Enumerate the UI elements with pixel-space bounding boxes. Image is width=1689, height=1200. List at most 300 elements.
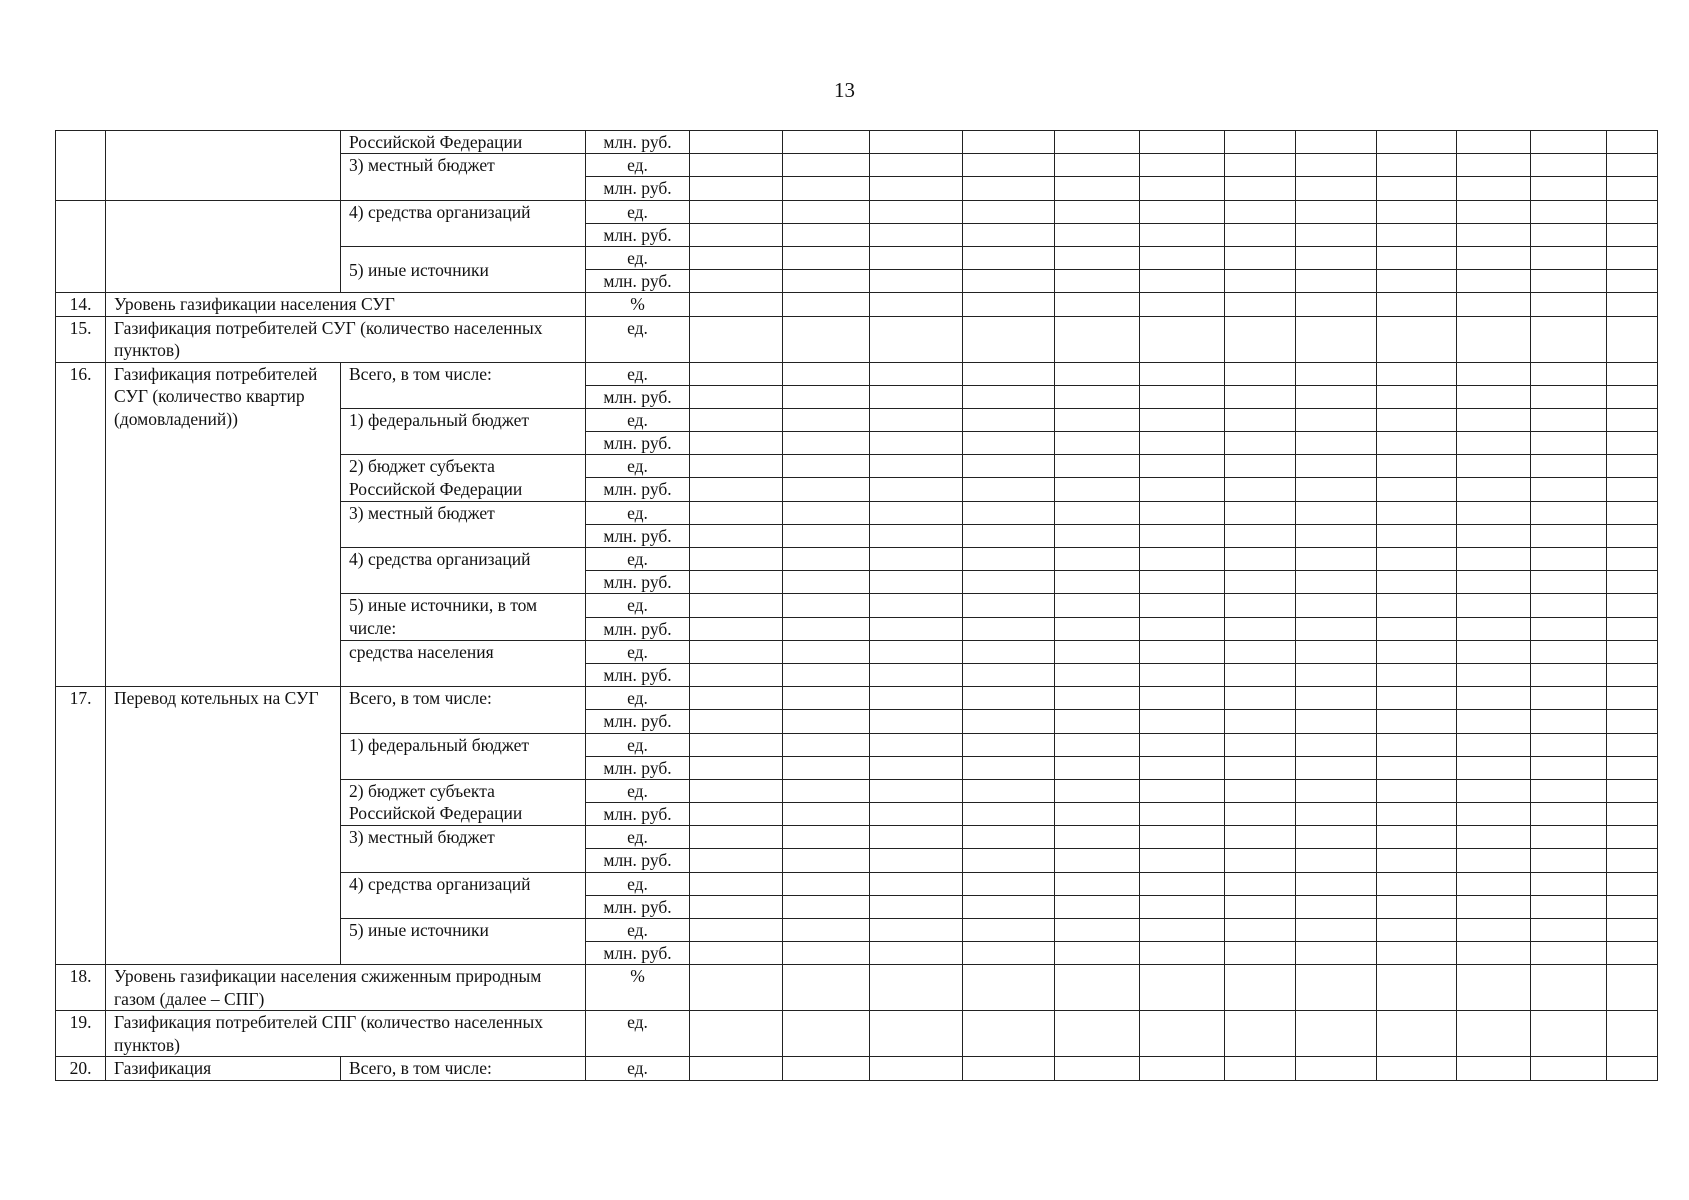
value-cell bbox=[783, 524, 870, 547]
label-cell: Всего, в том числе: bbox=[341, 687, 586, 733]
value-cell bbox=[1225, 571, 1296, 594]
value-cell bbox=[1296, 316, 1377, 362]
value-cell bbox=[690, 849, 783, 872]
label-cell: 3) местный бюджет bbox=[341, 501, 586, 547]
value-cell bbox=[1140, 919, 1225, 942]
value-cell bbox=[1055, 408, 1140, 431]
value-cell bbox=[690, 316, 783, 362]
value-cell bbox=[1140, 849, 1225, 872]
value-cell bbox=[690, 432, 783, 455]
value-cell bbox=[1531, 640, 1607, 663]
table-row bbox=[56, 200, 1658, 223]
value-cell bbox=[783, 803, 870, 826]
value-cell bbox=[1225, 501, 1296, 524]
value-cell bbox=[963, 849, 1055, 872]
value-cell bbox=[783, 246, 870, 269]
value-cell bbox=[1140, 872, 1225, 895]
value-cell bbox=[1607, 548, 1658, 571]
value-cell bbox=[783, 895, 870, 918]
value-cell bbox=[783, 779, 870, 802]
value-cell bbox=[1531, 756, 1607, 779]
value-cell bbox=[1140, 710, 1225, 733]
value-cell bbox=[1055, 548, 1140, 571]
row-number-cell: 17. bbox=[56, 687, 106, 965]
value-cell bbox=[1055, 524, 1140, 547]
value-cell bbox=[963, 895, 1055, 918]
value-cell bbox=[1607, 177, 1658, 200]
value-cell bbox=[1607, 408, 1658, 431]
label-cell: средства населения bbox=[341, 640, 586, 686]
value-cell bbox=[783, 385, 870, 408]
value-cell bbox=[1225, 942, 1296, 965]
value-cell bbox=[1531, 617, 1607, 640]
value-cell bbox=[1055, 617, 1140, 640]
value-cell bbox=[1457, 316, 1531, 362]
value-cell bbox=[870, 872, 963, 895]
value-cell bbox=[870, 710, 963, 733]
value-cell bbox=[1377, 548, 1457, 571]
value-cell bbox=[1296, 501, 1377, 524]
value-cell bbox=[963, 154, 1055, 177]
value-cell bbox=[1055, 872, 1140, 895]
unit-cell: ед. bbox=[586, 687, 690, 710]
value-cell bbox=[1055, 710, 1140, 733]
unit-cell: млн. руб. bbox=[586, 942, 690, 965]
value-cell bbox=[1457, 571, 1531, 594]
value-cell bbox=[1140, 779, 1225, 802]
value-cell bbox=[1225, 293, 1296, 316]
value-cell bbox=[690, 895, 783, 918]
value-cell bbox=[690, 270, 783, 293]
row-number-cell: 14. bbox=[56, 293, 106, 316]
value-cell bbox=[1377, 965, 1457, 1011]
label-cell: 2) бюджет субъекта Российской Федерации bbox=[341, 779, 586, 825]
label-cell: 1) федеральный бюджет bbox=[341, 733, 586, 779]
value-cell bbox=[870, 316, 963, 362]
value-cell bbox=[1140, 362, 1225, 385]
value-cell bbox=[1225, 803, 1296, 826]
value-cell bbox=[1531, 872, 1607, 895]
value-cell bbox=[1296, 223, 1377, 246]
value-cell bbox=[1055, 849, 1140, 872]
value-cell bbox=[1296, 200, 1377, 223]
value-cell bbox=[1225, 617, 1296, 640]
unit-cell: ед. bbox=[586, 733, 690, 756]
row-number-cell bbox=[56, 131, 106, 201]
value-cell bbox=[1531, 965, 1607, 1011]
value-cell bbox=[963, 362, 1055, 385]
value-cell bbox=[1531, 177, 1607, 200]
value-cell bbox=[1296, 594, 1377, 617]
value-cell bbox=[1457, 548, 1531, 571]
value-cell bbox=[690, 826, 783, 849]
value-cell bbox=[1140, 293, 1225, 316]
value-cell bbox=[1457, 756, 1531, 779]
value-cell bbox=[690, 872, 783, 895]
value-cell bbox=[783, 200, 870, 223]
value-cell bbox=[1607, 826, 1658, 849]
value-cell bbox=[1225, 663, 1296, 686]
unit-cell: млн. руб. bbox=[586, 756, 690, 779]
value-cell bbox=[1140, 733, 1225, 756]
value-cell bbox=[1225, 710, 1296, 733]
value-cell bbox=[1457, 478, 1531, 501]
value-cell bbox=[1140, 385, 1225, 408]
value-cell bbox=[783, 362, 870, 385]
value-cell bbox=[1055, 316, 1140, 362]
value-cell bbox=[1457, 154, 1531, 177]
value-cell bbox=[1531, 571, 1607, 594]
value-cell bbox=[963, 223, 1055, 246]
value-cell bbox=[1607, 872, 1658, 895]
unit-cell: млн. руб. bbox=[586, 895, 690, 918]
value-cell bbox=[1457, 849, 1531, 872]
page-number: 13 bbox=[834, 78, 855, 102]
value-cell bbox=[783, 687, 870, 710]
value-cell bbox=[1140, 177, 1225, 200]
value-cell bbox=[1377, 571, 1457, 594]
value-cell bbox=[870, 131, 963, 154]
unit-cell: ед. bbox=[586, 548, 690, 571]
value-cell bbox=[1140, 455, 1225, 478]
value-cell bbox=[1377, 524, 1457, 547]
value-cell bbox=[1225, 895, 1296, 918]
value-cell bbox=[1531, 293, 1607, 316]
value-cell bbox=[1531, 895, 1607, 918]
value-cell bbox=[690, 663, 783, 686]
label-cell: Всего, в том числе: bbox=[341, 362, 586, 408]
value-cell bbox=[870, 687, 963, 710]
value-cell bbox=[1140, 408, 1225, 431]
row-number-cell: 19. bbox=[56, 1011, 106, 1057]
unit-cell: ед. bbox=[586, 779, 690, 802]
value-cell bbox=[1296, 919, 1377, 942]
value-cell bbox=[690, 617, 783, 640]
unit-cell: млн. руб. bbox=[586, 663, 690, 686]
value-cell bbox=[690, 756, 783, 779]
value-cell bbox=[1377, 803, 1457, 826]
value-cell bbox=[1377, 617, 1457, 640]
value-cell bbox=[1457, 895, 1531, 918]
value-cell bbox=[1457, 594, 1531, 617]
value-cell bbox=[1531, 246, 1607, 269]
value-cell bbox=[1457, 779, 1531, 802]
value-cell bbox=[870, 478, 963, 501]
value-cell bbox=[870, 663, 963, 686]
value-cell bbox=[783, 154, 870, 177]
label-cell: 4) средства организаций bbox=[341, 548, 586, 594]
value-cell bbox=[1531, 594, 1607, 617]
value-cell bbox=[1055, 223, 1140, 246]
value-cell bbox=[870, 895, 963, 918]
label-cell: 2) бюджет субъекта Российской Федерации bbox=[341, 455, 586, 501]
value-cell bbox=[1607, 293, 1658, 316]
value-cell bbox=[783, 501, 870, 524]
value-cell bbox=[1140, 1057, 1225, 1080]
value-cell bbox=[1296, 895, 1377, 918]
value-cell bbox=[1055, 803, 1140, 826]
label-cell: 3) местный бюджет bbox=[341, 154, 586, 200]
value-cell bbox=[1055, 455, 1140, 478]
value-cell bbox=[1225, 1011, 1296, 1057]
value-cell bbox=[690, 478, 783, 501]
value-cell bbox=[1377, 246, 1457, 269]
value-cell bbox=[870, 779, 963, 802]
value-cell bbox=[1531, 803, 1607, 826]
value-cell bbox=[1531, 942, 1607, 965]
value-cell bbox=[1225, 826, 1296, 849]
value-cell bbox=[1055, 826, 1140, 849]
value-cell bbox=[870, 177, 963, 200]
value-cell bbox=[783, 756, 870, 779]
value-cell bbox=[690, 293, 783, 316]
unit-cell: млн. руб. bbox=[586, 524, 690, 547]
value-cell bbox=[1607, 131, 1658, 154]
value-cell bbox=[1607, 663, 1658, 686]
value-cell bbox=[1140, 524, 1225, 547]
value-cell bbox=[1607, 478, 1658, 501]
value-cell bbox=[1377, 316, 1457, 362]
value-cell bbox=[690, 687, 783, 710]
value-cell bbox=[963, 733, 1055, 756]
value-cell bbox=[783, 455, 870, 478]
value-cell bbox=[783, 733, 870, 756]
value-cell bbox=[1296, 154, 1377, 177]
value-cell bbox=[690, 200, 783, 223]
value-cell bbox=[783, 223, 870, 246]
value-cell bbox=[1377, 455, 1457, 478]
value-cell bbox=[1377, 849, 1457, 872]
unit-cell: ед. bbox=[586, 640, 690, 663]
value-cell bbox=[1055, 177, 1140, 200]
value-cell bbox=[783, 663, 870, 686]
value-cell bbox=[1055, 1011, 1140, 1057]
value-cell bbox=[1531, 270, 1607, 293]
value-cell bbox=[870, 617, 963, 640]
value-cell bbox=[1296, 362, 1377, 385]
value-cell bbox=[963, 385, 1055, 408]
value-cell bbox=[1377, 131, 1457, 154]
unit-cell: млн. руб. bbox=[586, 571, 690, 594]
unit-cell: ед. bbox=[586, 200, 690, 223]
value-cell bbox=[1607, 640, 1658, 663]
value-cell bbox=[690, 408, 783, 431]
value-cell bbox=[690, 965, 783, 1011]
value-cell bbox=[1055, 432, 1140, 455]
value-cell bbox=[1531, 663, 1607, 686]
value-cell bbox=[963, 942, 1055, 965]
value-cell bbox=[870, 919, 963, 942]
value-cell bbox=[1531, 1011, 1607, 1057]
label-cell: Российской Федерации bbox=[341, 131, 586, 154]
value-cell bbox=[1531, 316, 1607, 362]
value-cell bbox=[1607, 849, 1658, 872]
unit-cell: ед. bbox=[586, 362, 690, 385]
value-cell bbox=[1296, 687, 1377, 710]
value-cell bbox=[1140, 826, 1225, 849]
value-cell bbox=[1296, 663, 1377, 686]
value-cell bbox=[1296, 826, 1377, 849]
value-cell bbox=[690, 131, 783, 154]
value-cell bbox=[1457, 362, 1531, 385]
value-cell bbox=[870, 154, 963, 177]
value-cell bbox=[783, 640, 870, 663]
value-cell bbox=[1140, 687, 1225, 710]
value-cell bbox=[1296, 849, 1377, 872]
value-cell bbox=[690, 223, 783, 246]
value-cell bbox=[963, 803, 1055, 826]
label-cell: 4) средства организаций bbox=[341, 200, 586, 246]
value-cell bbox=[963, 594, 1055, 617]
value-cell bbox=[783, 965, 870, 1011]
value-cell bbox=[1457, 1057, 1531, 1080]
value-cell bbox=[1055, 942, 1140, 965]
value-cell bbox=[1055, 919, 1140, 942]
value-cell bbox=[1296, 942, 1377, 965]
label-cell: Перевод котельных на СУГ bbox=[106, 687, 341, 965]
row-number-cell: 20. bbox=[56, 1057, 106, 1080]
value-cell bbox=[1607, 919, 1658, 942]
unit-cell: млн. руб. bbox=[586, 803, 690, 826]
value-cell bbox=[963, 826, 1055, 849]
unit-cell: млн. руб. bbox=[586, 432, 690, 455]
value-cell bbox=[1607, 965, 1658, 1011]
value-cell bbox=[1140, 131, 1225, 154]
value-cell bbox=[1531, 779, 1607, 802]
value-cell bbox=[870, 501, 963, 524]
value-cell bbox=[1531, 733, 1607, 756]
value-cell bbox=[1296, 246, 1377, 269]
value-cell bbox=[963, 663, 1055, 686]
value-cell bbox=[963, 524, 1055, 547]
indicator-table bbox=[55, 130, 1658, 1081]
value-cell bbox=[1055, 571, 1140, 594]
value-cell bbox=[1531, 154, 1607, 177]
value-cell bbox=[690, 501, 783, 524]
value-cell bbox=[870, 455, 963, 478]
value-cell bbox=[1296, 293, 1377, 316]
value-cell bbox=[1377, 663, 1457, 686]
value-cell bbox=[690, 524, 783, 547]
value-cell bbox=[690, 779, 783, 802]
value-cell bbox=[1531, 455, 1607, 478]
label-cell bbox=[106, 200, 341, 293]
value-cell bbox=[1607, 594, 1658, 617]
value-cell bbox=[1377, 270, 1457, 293]
value-cell bbox=[1225, 548, 1296, 571]
value-cell bbox=[1296, 432, 1377, 455]
label-cell: Всего, в том числе: bbox=[341, 1057, 586, 1080]
value-cell bbox=[1055, 293, 1140, 316]
value-cell bbox=[1531, 131, 1607, 154]
value-cell bbox=[870, 1057, 963, 1080]
value-cell bbox=[783, 919, 870, 942]
value-cell bbox=[1055, 594, 1140, 617]
value-cell bbox=[870, 640, 963, 663]
value-cell bbox=[1055, 733, 1140, 756]
value-cell bbox=[783, 942, 870, 965]
value-cell bbox=[870, 408, 963, 431]
value-cell bbox=[1607, 385, 1658, 408]
value-cell bbox=[1055, 478, 1140, 501]
value-cell bbox=[783, 710, 870, 733]
value-cell bbox=[1607, 1057, 1658, 1080]
value-cell bbox=[1225, 756, 1296, 779]
value-cell bbox=[1140, 756, 1225, 779]
label-cell: Газификация bbox=[106, 1057, 341, 1080]
value-cell bbox=[1531, 432, 1607, 455]
value-cell bbox=[1377, 177, 1457, 200]
value-cell bbox=[1140, 501, 1225, 524]
value-cell bbox=[870, 223, 963, 246]
value-cell bbox=[1531, 478, 1607, 501]
value-cell bbox=[1457, 710, 1531, 733]
unit-cell: ед. bbox=[586, 594, 690, 617]
value-cell bbox=[783, 571, 870, 594]
value-cell bbox=[690, 154, 783, 177]
value-cell bbox=[1377, 640, 1457, 663]
label-cell: 1) федеральный бюджет bbox=[341, 408, 586, 454]
value-cell bbox=[1055, 246, 1140, 269]
value-cell bbox=[690, 548, 783, 571]
row-number-cell: 16. bbox=[56, 362, 106, 687]
value-cell bbox=[1055, 200, 1140, 223]
value-cell bbox=[783, 1057, 870, 1080]
row-number-cell: 15. bbox=[56, 316, 106, 362]
value-cell bbox=[1140, 617, 1225, 640]
value-cell bbox=[1607, 687, 1658, 710]
value-cell bbox=[963, 617, 1055, 640]
value-cell bbox=[1457, 919, 1531, 942]
value-cell bbox=[1296, 455, 1377, 478]
value-cell bbox=[1607, 270, 1658, 293]
value-cell bbox=[1377, 942, 1457, 965]
value-cell bbox=[1296, 385, 1377, 408]
value-cell bbox=[1531, 223, 1607, 246]
value-cell bbox=[1377, 501, 1457, 524]
value-cell bbox=[1055, 779, 1140, 802]
value-cell bbox=[1140, 1011, 1225, 1057]
value-cell bbox=[963, 710, 1055, 733]
value-cell bbox=[690, 640, 783, 663]
value-cell bbox=[870, 756, 963, 779]
table-row bbox=[56, 362, 1658, 385]
unit-cell: млн. руб. bbox=[586, 617, 690, 640]
value-cell bbox=[1225, 200, 1296, 223]
value-cell bbox=[1531, 200, 1607, 223]
value-cell bbox=[690, 942, 783, 965]
value-cell bbox=[1531, 362, 1607, 385]
label-cell: Газификация потребителей СУГ (количество населенных пунктов) bbox=[106, 316, 586, 362]
value-cell bbox=[1055, 687, 1140, 710]
value-cell bbox=[1531, 687, 1607, 710]
value-cell bbox=[783, 270, 870, 293]
value-cell bbox=[1296, 548, 1377, 571]
unit-cell: % bbox=[586, 293, 690, 316]
unit-cell: ед. bbox=[586, 1057, 690, 1080]
value-cell bbox=[1531, 501, 1607, 524]
value-cell bbox=[1140, 223, 1225, 246]
value-cell bbox=[1377, 432, 1457, 455]
value-cell bbox=[1140, 246, 1225, 269]
value-cell bbox=[1225, 524, 1296, 547]
value-cell bbox=[870, 803, 963, 826]
value-cell bbox=[1377, 223, 1457, 246]
value-cell bbox=[1296, 177, 1377, 200]
value-cell bbox=[1457, 803, 1531, 826]
value-cell bbox=[1457, 246, 1531, 269]
value-cell bbox=[963, 756, 1055, 779]
